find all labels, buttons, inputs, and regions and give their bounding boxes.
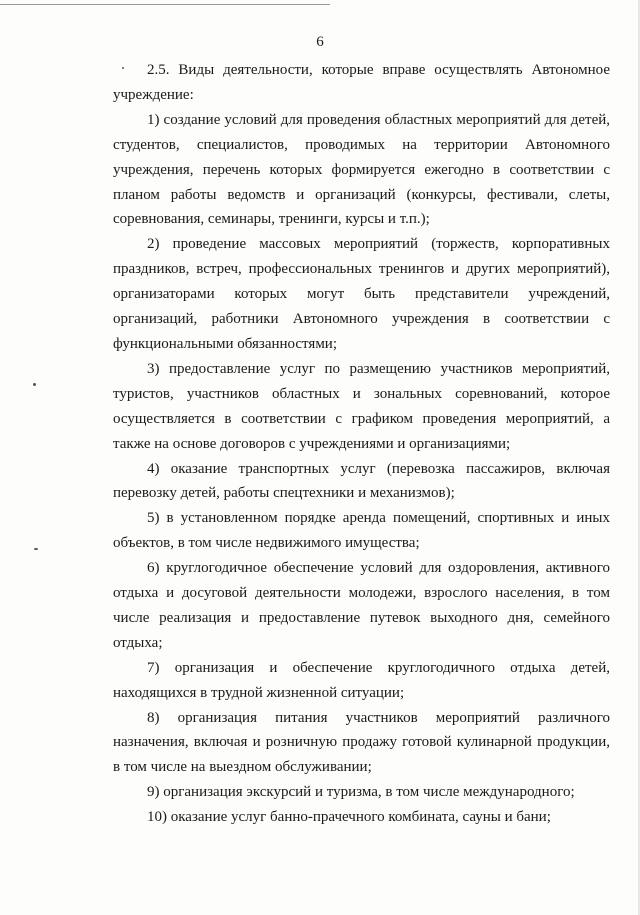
list-item-3: 3) предоставление услуг по размещению участников мероприятий, туристов, участников областных и зональных соревнований, которое осуществляется в соответствии с графиком проведения мероприятий, а также на основе договоров с учреждениями и организациями; [113, 360, 610, 452]
document-body [113, 58, 610, 830]
list-item-4: 4) оказание транспортных услуг (перевозка пассажиров, включая перевозку детей, работы спецтехники и механизмов); [113, 460, 610, 502]
list-item-9: 9) организация экскурсий и туризма, в том числе международного; [147, 784, 575, 801]
section-heading: 2.5. Виды деятельности, которые вправе осуществлять Автономное учреждение: [113, 62, 610, 103]
list-item-8: 8) организация питания участников мероприятий различного назначения, включая и розничную продажу готовой кулинарной продукции, в том числе на выездном обслуживании; [113, 709, 610, 776]
scan-speck [34, 548, 38, 550]
list-item-2: 2) проведение массовых мероприятий (торжеств, корпоративных праздников, встреч, профессиональных тренингов и других мероприятий), организаторами которых могут быть представители учреждений, организаций, работники Автономного учреждения в соответствии с функциональными обязанностями; [113, 236, 610, 352]
scan-speck [33, 383, 36, 386]
list-item-6: 6) круглогодичное обеспечение условий для оздоровления, активного отдыха и досуговой деятельности молодежи, взрослого населения, в том числе реализация и предоставление путевок выходного дня, семейного отдыха; [113, 560, 610, 651]
list-item-5: 5) в установленном порядке аренда помещений, спортивных и иных объектов, в том числе недвижимого имущества; [113, 510, 610, 552]
list-item-10: 10) оказание услуг банно-прачечного комбината, сауны и бани; [147, 809, 551, 826]
list-item-1: 1) создание условий для проведения областных мероприятий для детей, студентов, специалистов, проводимых на территории Автономного учреждения, перечень которых формируется ежегодно в соответствии с планом работы ведомств и организаций (конкурсы, фестивали, слеты, соревнования, семинары, тренинги, курсы и т.п.); [113, 111, 610, 228]
list-item-7: 7) организация и обеспечение круглогодичного отдыха детей, находящихся в трудной жизненной ситуации; [113, 659, 610, 701]
scan-edge-line [0, 4, 330, 5]
page-number: 6 [316, 34, 324, 50]
